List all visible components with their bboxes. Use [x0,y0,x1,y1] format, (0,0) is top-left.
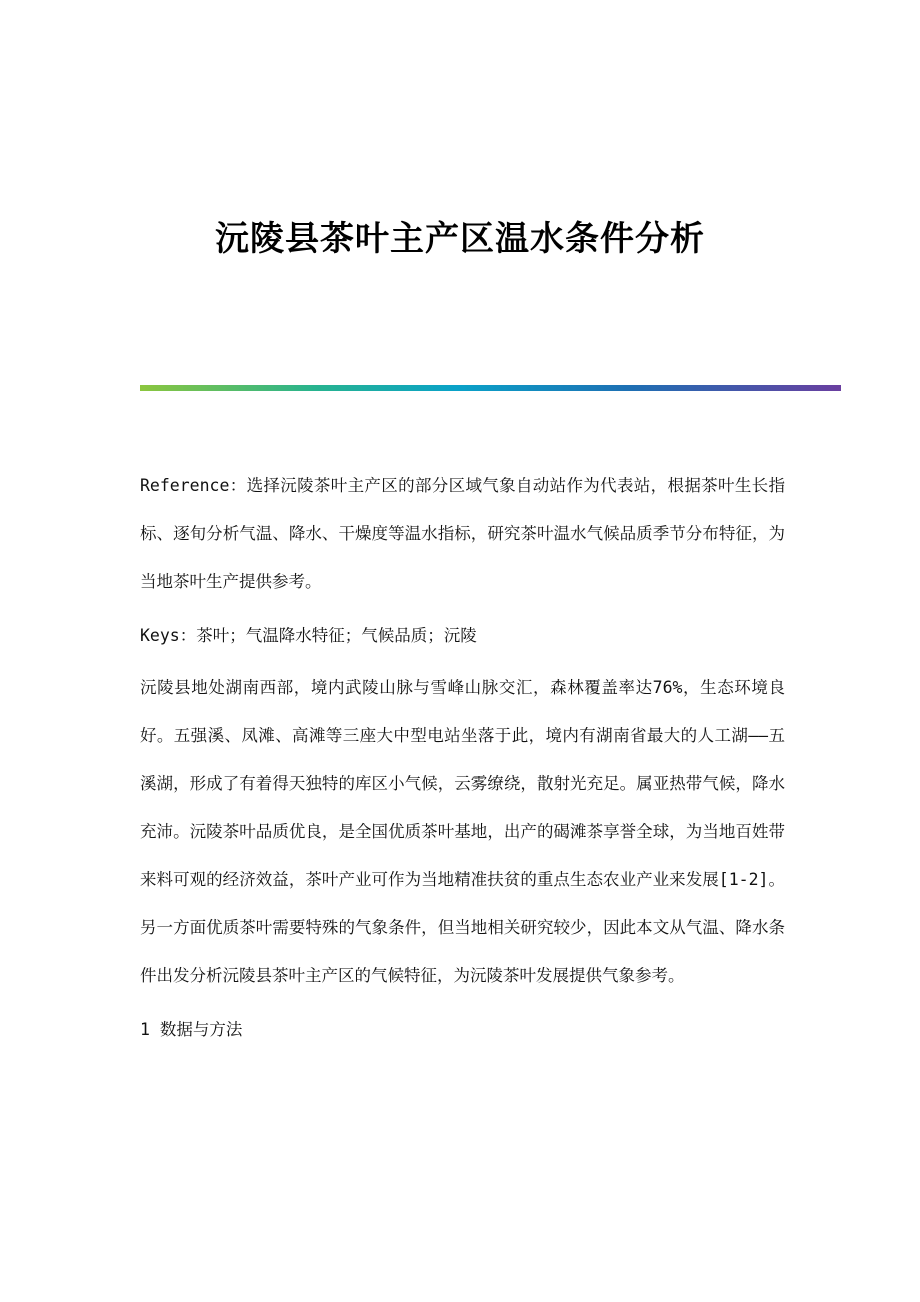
keys-text: 茶叶；气温降水特征；气候品质；沅陵 [196,626,477,645]
reference-label: Reference： [140,476,247,495]
section-heading: 1 数据与方法 [140,1020,243,1039]
keys-paragraph [140,612,785,660]
document-body [140,462,785,1060]
reference-text: 选择沅陵茶叶主产区的部分区域气象自动站作为代表站，根据茶叶生长指标、逐旬分析气温、降水、干燥度等温水指标，研究茶叶温水气候品质季节分布特征，为当地茶叶生产提供参考。 [140,476,785,591]
keys-label: Keys： [140,626,197,645]
document-title: 沅陵县茶叶主产区温水条件分析 [215,219,705,259]
intro-paragraph: 沅陵县地处湖南西部，境内武陵山脉与雪峰山脉交汇，森林覆盖率达76%，生态环境良好。五强溪、凤滩、高滩等三座大中型电站坐落于此，境内有湖南省最大的人工湖——五溪湖，形成了有着得天独特的库区小气候，云雾缭绕，散射光充足。属亚热带气候，降水充沛。沅陵茶叶品质优良，是全国优质茶叶基地，出产的碣滩茶享誉全球，为当地百姓带来料可观的经济效益，茶叶产业可作为当地精准扶贫的重点生态农业产业来发展[1-2]。另一方面优质茶叶需要特殊的气象条件，但当地相关研究较少，因此本文从气温、降水条件出发分析沅陵县茶叶主产区的气候特征，为沅陵茶叶发展提供气象参考。 [140,678,785,985]
reference-paragraph [140,462,785,606]
gradient-divider [140,385,841,391]
